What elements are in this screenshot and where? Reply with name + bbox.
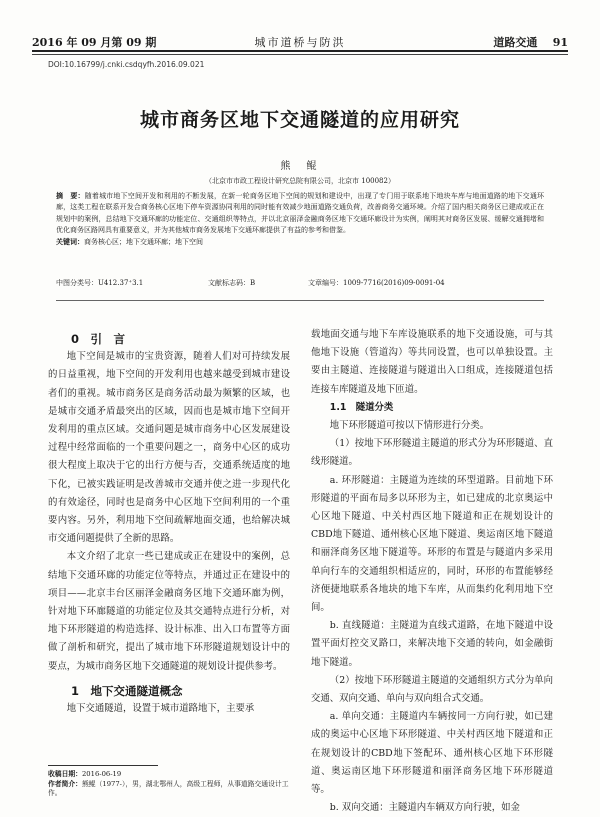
page-number: 91 (552, 36, 568, 49)
section-and-page (493, 34, 568, 50)
right-column (311, 326, 553, 817)
paragraph: b. 直线隧道：主隧道为直线式道路，在地下隧道中设置平面灯控交叉路口，来解决地下交通的转向，如金融街地下隧道。 (311, 620, 553, 668)
article-title: 城市商务区地下交通隧道的应用研究 (139, 109, 460, 131)
keywords: 商务核心区；地下交通环廊；地下空间 (84, 238, 203, 247)
paragraph: b. 双向交通：主隧道内车辆双方向行驶，如金 (329, 802, 520, 814)
footnote (48, 770, 298, 799)
paragraph: 本文介绍了北京一些已建成或正在建设中的案例，总结地下交通环廊的功能定位等特点，并通过正在建设中的项目——北京丰台区丽泽金融商务区地下交通环廊为例，针对地下环廊隧道的功能定位及其交通特点进行分析，对地下环形隧道的构造选择、设计标准、出入口布置等方面做了剖析和研究，提出了城市地下环形隧道规划设计中的要点，为城市商务区地下交通隧道的规划设计提供参考。 (48, 551, 290, 672)
paragraph: 地下交通隧道，设置于城市道路地下，主要承 (66, 703, 255, 715)
article-number: 文章编号：1009-7716(2016)09-0091-04 (308, 279, 445, 287)
received-label: 收稿日期： (48, 770, 82, 778)
paragraph: （2）按地下环形隧道主隧道的交通组织方式分为单向交通、双向交通、单向与双向组合式交通。 (311, 674, 553, 705)
left-column (48, 330, 290, 718)
subsection-heading: 1.1 隧道分类 (329, 401, 394, 413)
running-header (32, 30, 568, 50)
issue-label: 2016 年 09 月第 09 期 (32, 36, 157, 49)
footnote-rule (48, 765, 158, 766)
paragraph: 地下空间是城市的宝贵资源，随着人们对可持续发展的日益重视，地下空间的开发利用也越来越受到城市建设者们的重视。城市商务区是商务活动最为频繁的区域，也是城市交通矛盾最突出的区域，因而也是城市地下空间开发利用的重点区域。交通问题是城市商务中心区发展建设过程中经常面临的一个重要问题之一，商务中心区的成功很大程度上取决于它的出行方便与否，交通系统适度的地下化，已被实践证明是改善城市交通并使之进一步现代化的有效途径，同时也是商务中心区地下空间利用的一个重要内容。另外，利用地下空间疏解地面交通，也给解决城市交通问题提供了全新的思路。 (48, 351, 290, 545)
abstract-label: 摘 要： (56, 191, 85, 200)
author-bio: 熊鲲（1977-），男，湖北鄂州人，高级工程师，从事道路交通设计工作。 (48, 779, 289, 797)
abstract-rule (56, 300, 544, 301)
abstract-text: 随着城市地下空间开发和利用的不断发展，在新一轮商务区地下空间的规划和建设中，出现了专门用于联系地下地块车库与地面道路的地下交通环廊，这类工程在联系开发合商务核心区地下停车资源协同利用的同时能有效减少地面道路交通负荷，改善商务交通环境。介绍了国内相关商务区已建成或正在规划中的案例，总结地下交通环廊的功能定位、交通组织等特点，并以北京丽泽金融商务区地下交通环廊设计为实例，阐明其对商务区发展、缓解交通拥堵和优化商务区路网具有重要意义，并为其他城市商务发展地下交通环廊提供了有益的参考和借鉴。 (56, 192, 545, 234)
header-rule-thick (32, 50, 568, 52)
section-0-heading: 0 引 言 (71, 332, 126, 346)
paragraph: 载地面交通与地下车库设施联系的地下交通设施，可与其他地下设施（管道沟）等共同设置，也可以单独设置。主要由主隧道、连接隧道与隧道出入口组成，连接隧道包括连接车库隧道及地下匝道。 (311, 329, 553, 395)
paragraph: a. 单向交通：主隧道内车辆按同一方向行驶，如已建成的奥运中心区地下环形隧道、中关村西区地下隧道和正在规划设计的CBD地下签配环、通州核心区地下环形隧道、奥运南区地下环形隧道和丽泽商务区地下环形隧道等。 (311, 711, 553, 796)
journal-name: 城市道桥与防洪 (254, 36, 346, 49)
affiliation: （北京市市政工程设计研究总院有限公司，北京市 100082） (205, 177, 395, 185)
document-code: 文献标志码：B (208, 279, 256, 287)
abstract (56, 190, 544, 248)
clc-number: 中图分类号：U412.37⁺3.1 (56, 279, 144, 287)
doi: DOI:10.16799/j.cnki.csdqyfh.2016.09.021 (48, 60, 205, 69)
header-rule-thin (32, 54, 568, 55)
author: 熊 鲲 (280, 161, 320, 172)
section-label: 道路交通 (493, 36, 538, 49)
received-date: 2016-06-19 (81, 770, 122, 778)
keywords-label: 关键词： (56, 237, 84, 247)
bio-label: 作者简介： (48, 779, 82, 788)
paragraph: （1）按地下环形隧道主隧道的形式分为环形隧道、直线形隧道。 (311, 438, 553, 468)
section-1-heading: 1 地下交通隧道概念 (71, 683, 183, 698)
paragraph: a. 环形隧道：主隧道为连续的环型道路。目前地下环形隧道的平面布局多以环形为主，如已建成的北京奥运中心区地下隧道、中关村西区地下隧道和正在规划设计的CBD地下隧道、通州核心区地下隧道、奥运南区地下隧道和丽泽商务区地下隧道等。环形的布置是与隧道内多采用单向行车的交通组织相适应的，同时，环形的布置能够经济便捷地联系各地块的地下车库，从而集约化利用地下空间。 (311, 474, 553, 614)
paragraph: 地下环形隧道可按以下情形进行分类。 (329, 420, 490, 432)
